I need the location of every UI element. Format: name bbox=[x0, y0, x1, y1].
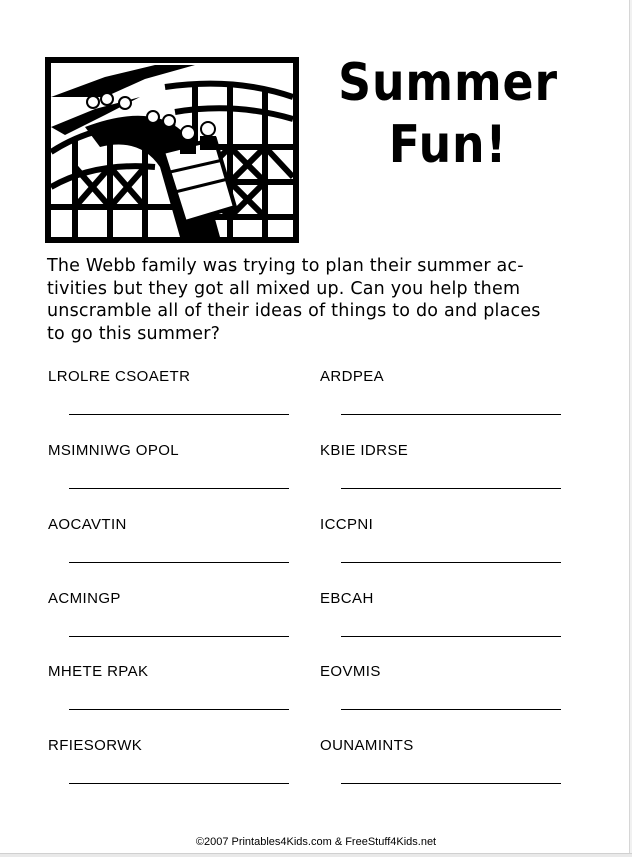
answer-line[interactable] bbox=[69, 562, 289, 563]
copyright-footer: ©2007 Printables4Kids.com & FreeStuff4Kids.net bbox=[195, 836, 437, 848]
answer-line[interactable] bbox=[341, 636, 561, 637]
worksheet-title bbox=[334, 52, 563, 176]
scrambled-word: EBCAH bbox=[320, 590, 374, 607]
answer-line[interactable] bbox=[341, 562, 561, 563]
puzzle-item bbox=[48, 442, 298, 502]
intro-paragraph: The Webb family was trying to plan their summer ac- tivities but they got all mixed up. Can you help them unscramble all of their ideas of things to do and places to go this summer? bbox=[47, 256, 541, 344]
window-bottom-edge bbox=[0, 853, 632, 857]
answer-line[interactable] bbox=[341, 709, 561, 710]
answer-line[interactable] bbox=[69, 414, 289, 415]
title-line-2: Fun! bbox=[388, 115, 508, 175]
scrambled-word: RFIESORWK bbox=[48, 737, 143, 754]
scrambled-word: OUNAMINTS bbox=[320, 737, 414, 754]
answer-line[interactable] bbox=[341, 488, 561, 489]
puzzle-item bbox=[320, 516, 570, 576]
puzzle-item bbox=[320, 590, 570, 650]
scrambled-word: AOCAVTIN bbox=[48, 516, 127, 533]
puzzle-item bbox=[48, 590, 298, 650]
scrambled-word: ACMINGP bbox=[48, 590, 121, 607]
puzzle-item bbox=[320, 442, 570, 502]
answer-line[interactable] bbox=[69, 488, 289, 489]
puzzle-item bbox=[320, 663, 570, 723]
answer-line[interactable] bbox=[341, 783, 561, 784]
scrambled-word: MSIMNIWG OPOL bbox=[48, 442, 180, 459]
puzzle-item bbox=[48, 516, 298, 576]
puzzle-item bbox=[48, 368, 298, 428]
scrambled-word: EOVMIS bbox=[320, 663, 381, 680]
scrambled-word: LROLRE CSOAETR bbox=[48, 368, 191, 385]
scrambled-word: ARDPEA bbox=[320, 368, 385, 385]
scrambled-word: MHETE RPAK bbox=[48, 663, 149, 680]
puzzle-item bbox=[320, 737, 570, 797]
puzzle-item bbox=[48, 663, 298, 723]
scrambled-word: KBIE IDRSE bbox=[320, 442, 409, 459]
puzzle-item bbox=[320, 368, 570, 428]
answer-line[interactable] bbox=[69, 783, 289, 784]
answer-line[interactable] bbox=[69, 709, 289, 710]
answer-line[interactable] bbox=[341, 414, 561, 415]
roller-coaster-icon bbox=[45, 57, 299, 243]
title-line-1: Summer bbox=[338, 53, 558, 113]
roller-coaster-illustration bbox=[45, 57, 299, 243]
puzzle-item bbox=[48, 737, 298, 797]
answer-line[interactable] bbox=[69, 636, 289, 637]
scrambled-word: ICCPNI bbox=[320, 516, 374, 533]
